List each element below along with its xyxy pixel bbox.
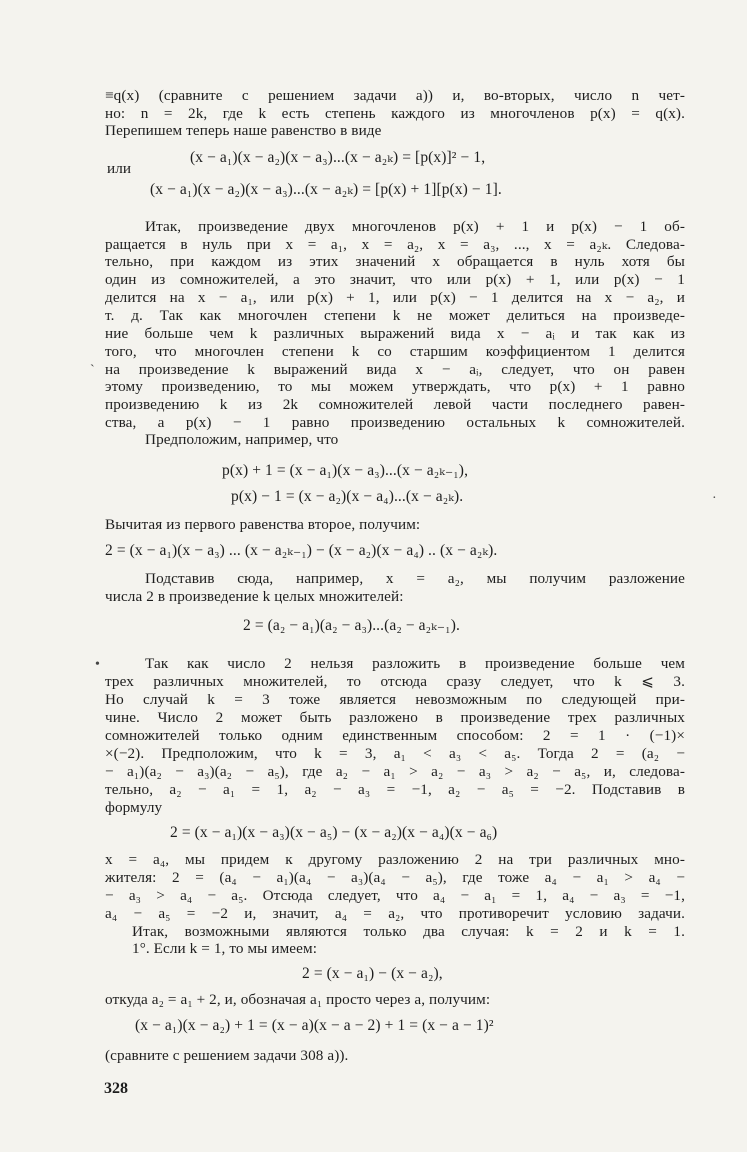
text-line: Но случай k = 3 тоже является невозможным по следующей при- [105,691,685,708]
text-line: формулу [105,799,163,816]
formula: (x − a₁)(x − a₂)(x − a₃)...(x − a₂ₖ) = [p(x) + 1][p(x) − 1]. [150,181,502,198]
text-line: этому произведению, то мы можем утверждать, что p(x) + 1 равно [105,378,685,395]
text-line: тельно, a₂ − a₁ = 1, a₂ − a₃ = −1, a₂ − a₅ = −2. Подставив в [105,781,685,798]
text-line: ние больше чем k различных выражений вида x − aᵢ и так как из [105,325,685,342]
formula: (x − a₁)(x − a₂) + 1 = (x − a)(x − a − 2) + 1 = (x − a − 1)² [135,1017,494,1034]
page-number: 328 [104,1080,128,1097]
text-line: тельно, при каждом из этих значений x обращается в нуль хотя бы [105,253,685,270]
text-line: Перепишем теперь наше равенство в виде [105,122,382,139]
text-line: сомножителей только одним единственным способом: 2 = 1 · (−1)× [105,727,685,744]
text-line: чине. Число 2 может быть разложено в произведение трех различных [105,709,685,726]
formula: 2 = (x − a₁) − (x − a₂), [302,965,443,982]
text-line: или [107,160,132,177]
formula: 2 = (x − a₁)(x − a₃)(x − a₅) − (x − a₂)(x − a₄)(x − a₆) [170,824,498,841]
text-line: числа 2 в произведение k целых множителей: [105,588,404,605]
text-line: ≡q(x) (сравните с решением задачи а)) и, во-вторых, число n чет- [105,87,685,104]
text-line: ства, а p(x) − 1 равно произведению остальных k сомножителей. [105,414,685,431]
text-line: Итак, возможными являются только два случая: k = 2 и k = 1. [132,923,685,940]
formula: 2 = (a₂ − a₁)(a₂ − a₃)...(a₂ − a₂ₖ₋₁). [243,617,460,634]
text-line: произведению k из 2k сомножителей левой части последнего равен- [105,396,685,413]
text-line: Предположим, например, что [145,431,339,448]
text-line: a₄ − a₅ = −2 и, значит, a₄ = a₂, что противоречит условию задачи. [105,905,685,922]
scan-mark: ` [90,363,95,378]
text-line: на произведение k выражений вида x − aᵢ, следует, что он равен [105,361,685,378]
text-line: 1°. Если k = 1, то мы имеем: [132,940,318,957]
text-line: делится на x − a₁, или p(x) + 1, или p(x) − 1 делится на x − a₂, и [105,289,685,306]
formula: (x − a₁)(x − a₂)(x − a₃)...(x − a₂ₖ) = [p(x)]² − 1, [190,149,486,166]
text-line: Так как число 2 нельзя разложить в произведение больше чем [145,655,685,672]
formula: p(x) − 1 = (x − a₂)(x − a₄)...(x − a₂ₖ). [231,488,464,505]
text-line: того, что многочлен степени k со старшим коэффициентом 1 делится [105,343,685,360]
text-line: но: n = 2k, где k есть степень каждого из многочленов p(x) = q(x). [105,105,685,122]
text-line: жителя: 2 = (a₄ − a₁)(a₄ − a₃)(a₄ − a₅), где тоже a₄ − a₁ > a₄ − [105,869,685,886]
text-line: т. д. Так как многочлен степени k не может делиться на произведе- [105,307,685,324]
formula: p(x) + 1 = (x − a₁)(x − a₃)...(x − a₂ₖ₋₁), [222,462,469,479]
text-line: x = a₄, мы придем к другому разложению 2 на три различных мно- [105,851,685,868]
text-line: один из сомножителей, а это значит, что или p(x) + 1, или p(x) − 1 [105,271,685,288]
scan-mark: • [95,657,100,672]
formula: 2 = (x − a₁)(x − a₃) ... (x − a₂ₖ₋₁) − (x − a₂)(x − a₄) .. (x − a₂ₖ). [105,542,498,559]
text-line: трех различных множителей, то отсюда сразу следует, что k ⩽ 3. [105,673,685,690]
text-line: Итак, произведение двух многочленов p(x) + 1 и p(x) − 1 об- [145,218,685,235]
text-line: Подставив сюда, например, x = a₂, мы получим разложение [145,570,685,587]
scan-mark: · [712,491,717,506]
text-line: Вычитая из первого равенства второе, получим: [105,516,421,533]
text-line: − a₃ > a₄ − a₅. Отсюда следует, что a₄ − a₁ = 1, a₄ − a₃ = −1, [105,887,685,904]
text-line: ращается в нуль при x = a₁, x = a₂, x = a₃, ..., x = a₂ₖ. Следова- [105,236,685,253]
text-line: ×(−2). Предположим, что k = 3, a₁ < a₃ < a₅. Тогда 2 = (a₂ − [105,745,685,762]
text-line: − a₁)(a₂ − a₃)(a₂ − a₅), где a₂ − a₁ > a₂ − a₃ > a₂ − a₅, и, следова- [105,763,685,780]
text-line: откуда a₂ = a₁ + 2, и, обозначая a₁ просто через a, получим: [105,991,491,1008]
text-line: (сравните с решением задачи 308 а)). [105,1047,349,1064]
